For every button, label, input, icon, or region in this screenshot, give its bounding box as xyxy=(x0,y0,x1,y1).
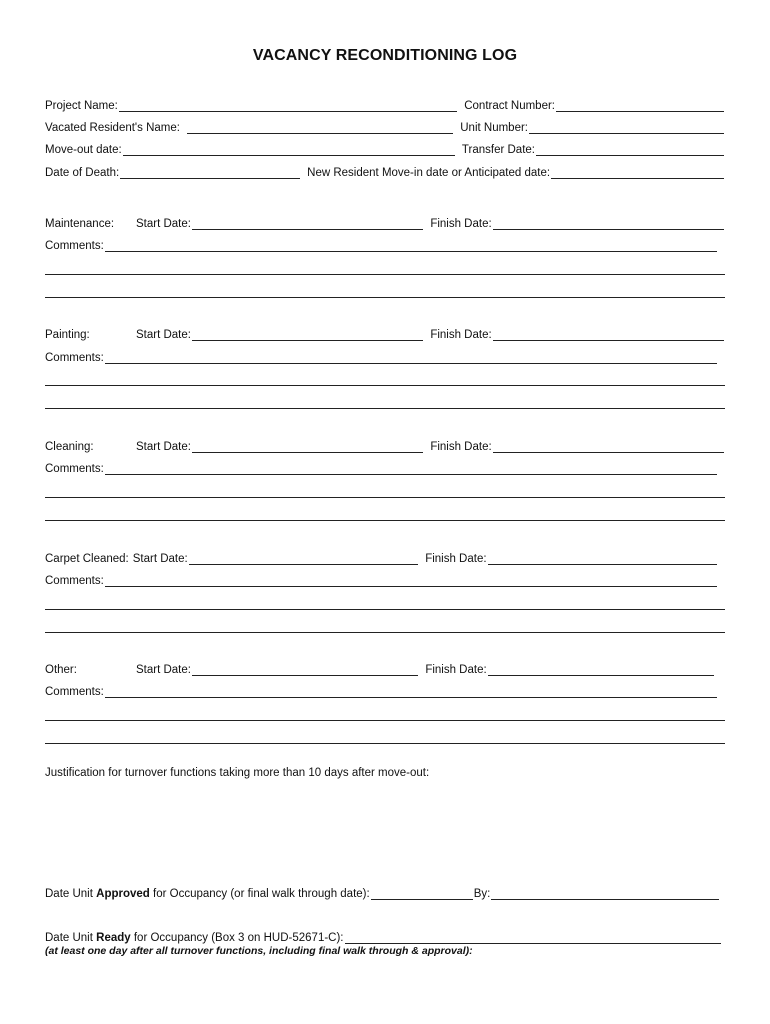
cleaning-dates-row xyxy=(45,438,725,453)
painting-start-label: Start Date: xyxy=(136,329,191,341)
justification-label: Justification for turnover functions taking more than 10 days after move-out: xyxy=(45,767,430,779)
date-of-death-field[interactable] xyxy=(120,167,300,179)
other-start-field[interactable] xyxy=(192,664,418,676)
carpet-comments-field[interactable] xyxy=(105,575,717,587)
cleaning-finish-label: Finish Date: xyxy=(430,441,492,453)
carpet-comments-label: Comments: xyxy=(45,575,104,587)
carpet-comment-line-2[interactable] xyxy=(45,632,725,633)
other-comments-label: Comments: xyxy=(45,686,104,698)
approved-by-label: By: xyxy=(473,888,491,900)
carpet-start-label: Start Date: xyxy=(132,553,188,565)
ready-date-field[interactable] xyxy=(345,932,721,944)
other-label: Other: xyxy=(45,664,77,676)
unit-number-label: Unit Number: xyxy=(460,122,528,134)
other-comments-row xyxy=(45,683,718,698)
vacated-resident-field[interactable] xyxy=(187,122,453,134)
painting-comments-row xyxy=(45,349,718,364)
cleaning-comments-label: Comments: xyxy=(45,463,104,475)
maintenance-comments-row xyxy=(45,237,718,252)
project-contract-row xyxy=(45,97,725,112)
carpet-label: Carpet Cleaned: xyxy=(45,553,129,565)
other-comment-line-2[interactable] xyxy=(45,743,725,744)
approved-date-field[interactable] xyxy=(371,888,473,900)
move-out-date-field[interactable] xyxy=(123,144,455,156)
other-dates-row xyxy=(45,661,715,676)
other-finish-field[interactable] xyxy=(488,664,714,676)
cleaning-finish-field[interactable] xyxy=(493,441,724,453)
justification-area[interactable] xyxy=(45,790,725,870)
maintenance-comment-line-1[interactable] xyxy=(45,274,725,275)
project-name-label: Project Name: xyxy=(45,100,118,112)
form-title: VACANCY RECONDITIONING LOG xyxy=(252,47,518,64)
painting-comment-line-2[interactable] xyxy=(45,408,725,409)
cleaning-comments-row xyxy=(45,460,718,475)
maintenance-finish-label: Finish Date: xyxy=(430,218,492,230)
transfer-date-field[interactable] xyxy=(536,144,724,156)
contract-number-label: Contract Number: xyxy=(464,100,555,112)
new-resident-field[interactable] xyxy=(551,167,724,179)
painting-comments-field[interactable] xyxy=(105,352,717,364)
painting-dates-row xyxy=(45,326,725,341)
other-comments-field[interactable] xyxy=(105,686,717,698)
painting-start-field[interactable] xyxy=(192,329,423,341)
new-resident-label: New Resident Move-in date or Anticipated date: xyxy=(307,167,551,179)
approved-by-field[interactable] xyxy=(491,888,719,900)
painting-comments-label: Comments: xyxy=(45,352,104,364)
maintenance-label: Maintenance: xyxy=(45,218,115,230)
maintenance-comment-line-2[interactable] xyxy=(45,297,725,298)
cleaning-start-field[interactable] xyxy=(192,441,423,453)
painting-finish-label: Finish Date: xyxy=(430,329,492,341)
cleaning-comments-field[interactable] xyxy=(105,463,717,475)
other-finish-label: Finish Date: xyxy=(425,664,487,676)
cleaning-start-label: Start Date: xyxy=(136,441,191,453)
cleaning-label: Cleaning: xyxy=(45,441,94,453)
carpet-comments-row xyxy=(45,572,718,587)
move-out-date-label: Move-out date: xyxy=(45,144,122,156)
carpet-start-field[interactable] xyxy=(189,553,418,565)
other-start-label: Start Date: xyxy=(136,664,191,676)
vacated-resident-label: Vacated Resident's Name: xyxy=(45,122,180,134)
death-newresident-row xyxy=(45,164,725,179)
transfer-date-label: Transfer Date: xyxy=(461,144,535,156)
cleaning-comment-line-1[interactable] xyxy=(45,497,725,498)
approved-row xyxy=(45,885,720,900)
unit-number-field[interactable] xyxy=(529,122,724,134)
maintenance-start-field[interactable] xyxy=(192,218,423,230)
moveout-transfer-row xyxy=(45,141,725,156)
contract-number-field[interactable] xyxy=(556,100,724,112)
carpet-finish-label: Finish Date: xyxy=(425,553,487,565)
carpet-comment-line-1[interactable] xyxy=(45,609,725,610)
maintenance-comments-field[interactable] xyxy=(105,240,717,252)
approved-label: Date Unit Approved for Occupancy (or final walk through date): xyxy=(45,888,370,900)
ready-label: Date Unit Ready for Occupancy (Box 3 on HUD-52671-C): xyxy=(45,932,344,944)
cleaning-comment-line-2[interactable] xyxy=(45,520,725,521)
maintenance-comments-label: Comments: xyxy=(45,240,104,252)
resident-unit-row xyxy=(45,119,725,134)
maintenance-start-label: Start Date: xyxy=(136,218,191,230)
other-comment-line-1[interactable] xyxy=(45,720,725,721)
maintenance-finish-field[interactable] xyxy=(493,218,724,230)
ready-note: (at least one day after all turnover functions, including final walk through & approval): xyxy=(45,945,473,957)
painting-label: Painting: xyxy=(45,329,90,341)
painting-finish-field[interactable] xyxy=(493,329,724,341)
painting-comment-line-1[interactable] xyxy=(45,385,725,386)
ready-row xyxy=(45,929,722,944)
date-of-death-label: Date of Death: xyxy=(45,167,120,179)
project-name-field[interactable] xyxy=(119,100,457,112)
carpet-finish-field[interactable] xyxy=(488,553,717,565)
carpet-dates-row xyxy=(45,550,718,565)
maintenance-dates-row xyxy=(45,215,725,230)
